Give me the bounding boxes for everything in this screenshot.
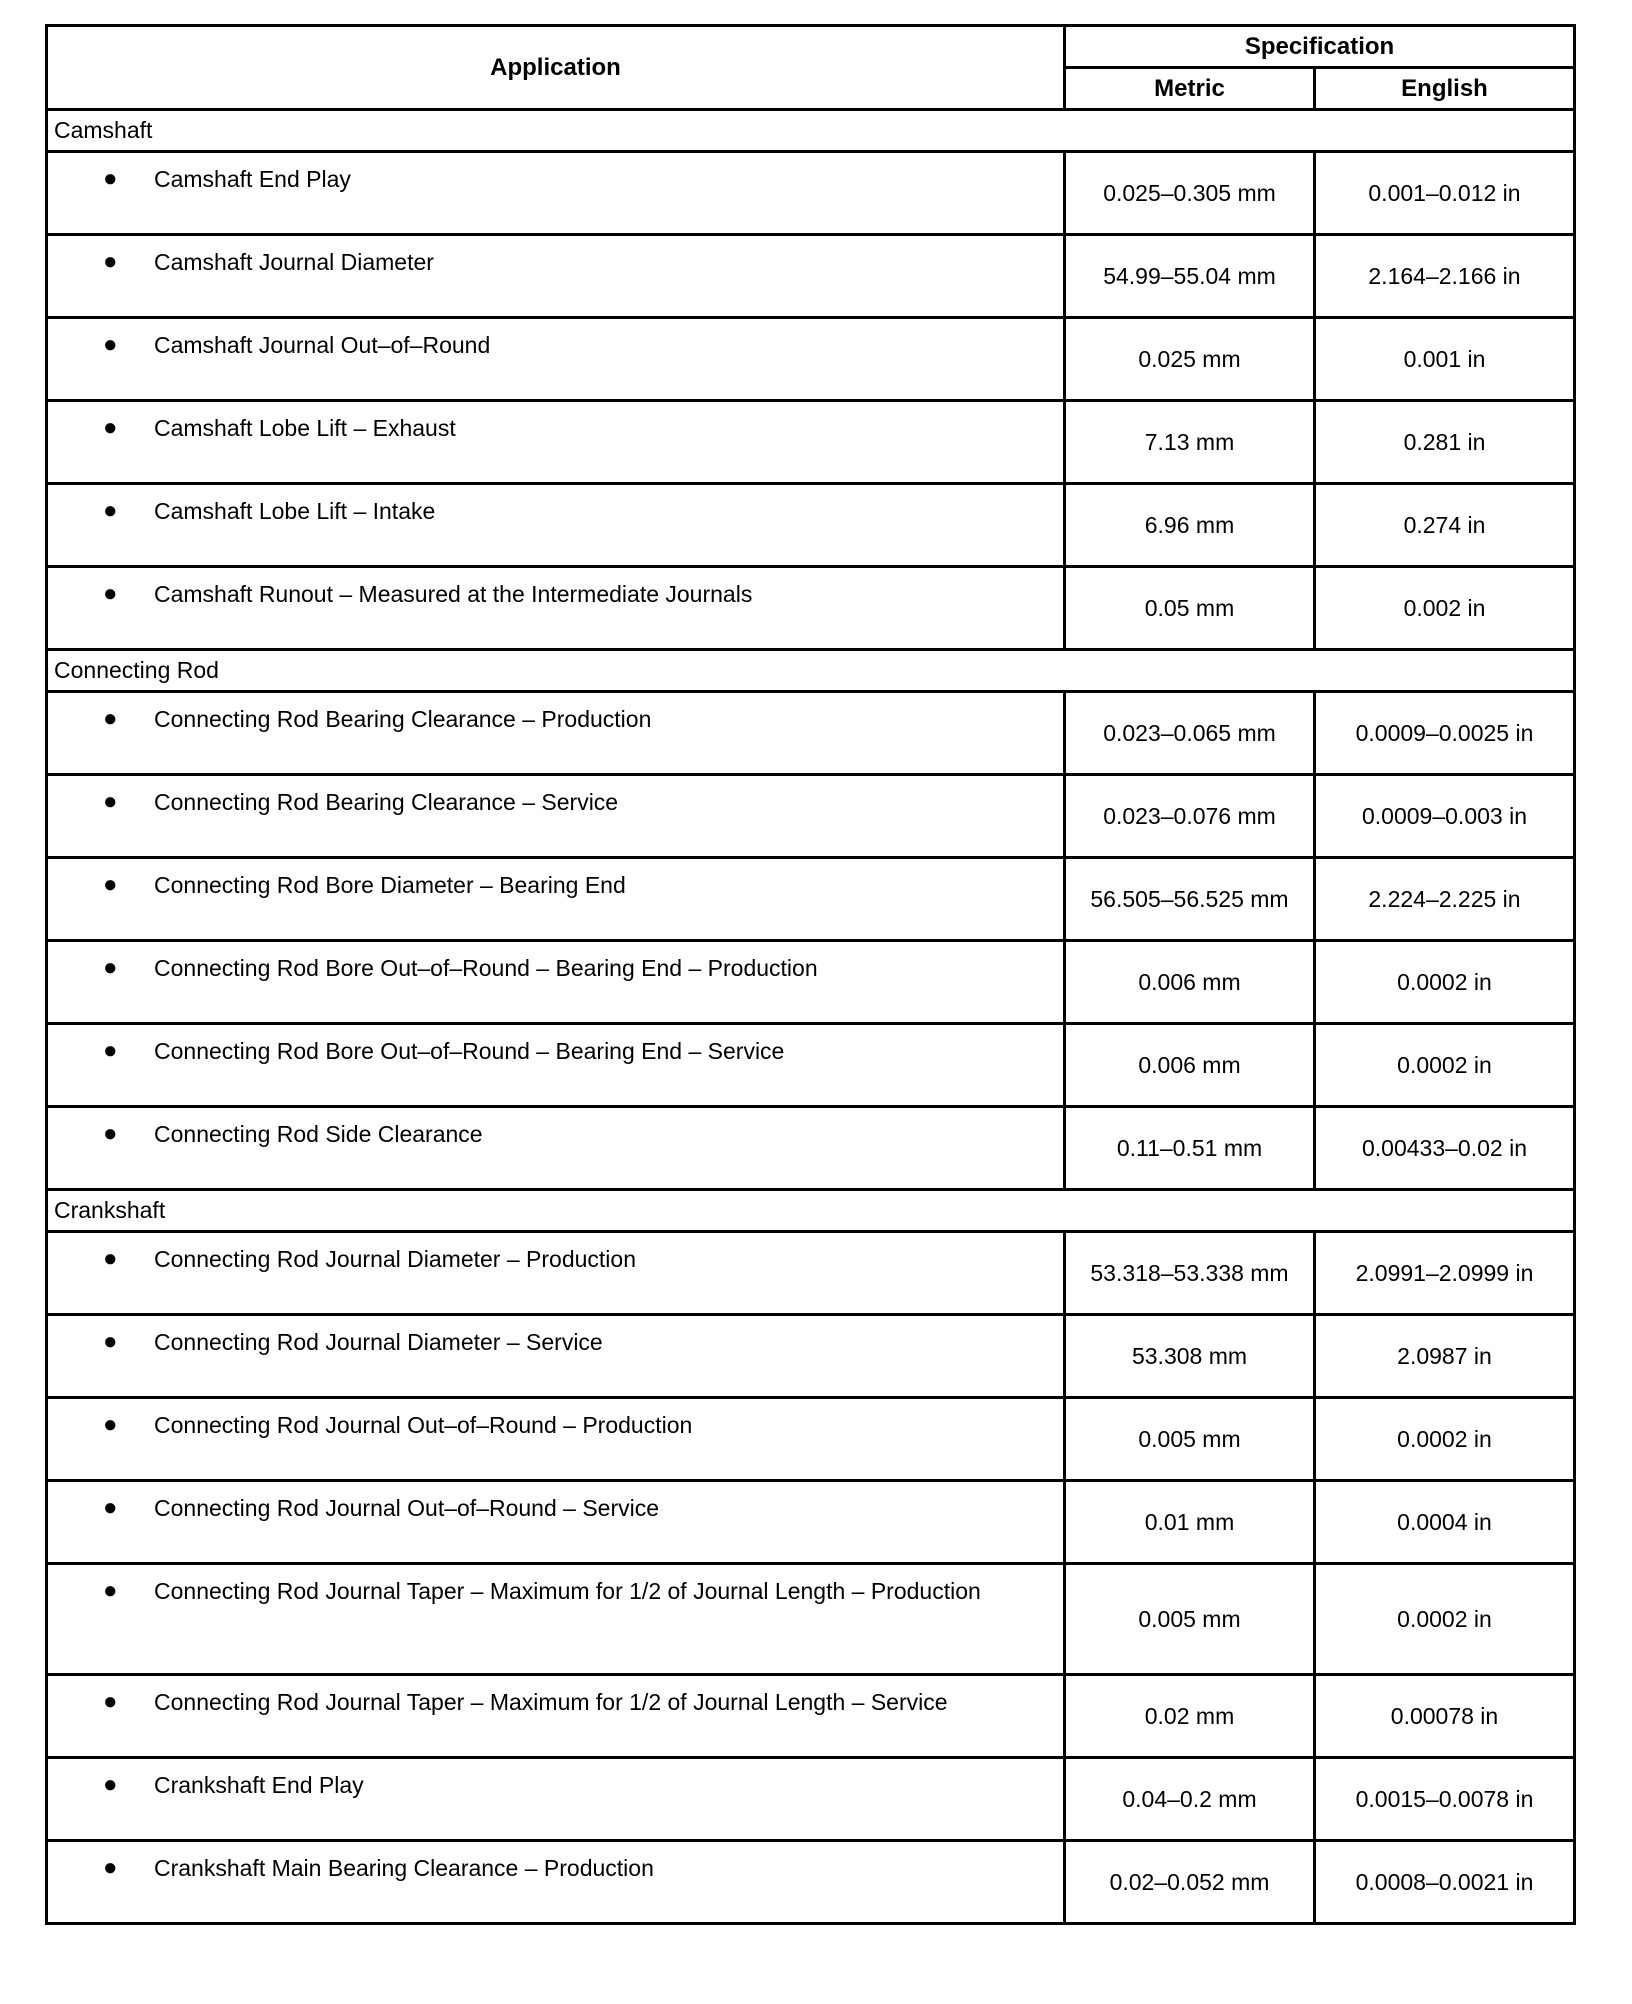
english-value: 2.0987 in (1315, 1315, 1575, 1398)
metric-value: 0.04–0.2 mm (1065, 1758, 1315, 1841)
application-cell (47, 152, 1065, 235)
metric-value: 0.025 mm (1065, 318, 1315, 401)
english-value: 2.0991–2.0999 in (1315, 1232, 1575, 1315)
bullet-icon: ● (103, 1411, 118, 1438)
application-label: Crankshaft Main Bearing Clearance – Production (154, 1855, 654, 1881)
application-cell (47, 484, 1065, 567)
table-row (47, 1315, 1575, 1398)
table-row (47, 401, 1575, 484)
metric-value: 0.005 mm (1065, 1564, 1315, 1675)
table-row (47, 152, 1575, 235)
table-row (47, 1841, 1575, 1924)
bullet-icon: ● (103, 1577, 118, 1604)
table-row (47, 1232, 1575, 1315)
english-value: 0.00433–0.02 in (1315, 1107, 1575, 1190)
table-row (47, 1564, 1575, 1675)
header-row (47, 26, 1575, 68)
application-cell (47, 775, 1065, 858)
application-cell (47, 1481, 1065, 1564)
metric-value: 53.318–53.338 mm (1065, 1232, 1315, 1315)
table-row (47, 941, 1575, 1024)
application-label: Camshaft Runout – Measured at the Intermediate Journals (154, 581, 753, 607)
application-label: Camshaft Lobe Lift – Exhaust (154, 415, 456, 441)
metric-value: 0.01 mm (1065, 1481, 1315, 1564)
application-label: Connecting Rod Journal Taper – Maximum for 1/2 of Journal Length – Service (154, 1689, 948, 1715)
table-row (47, 775, 1575, 858)
application-cell (47, 1024, 1065, 1107)
header-english: English (1315, 68, 1575, 110)
application-label: Camshaft Lobe Lift – Intake (154, 498, 436, 524)
application-cell (47, 1315, 1065, 1398)
application-cell (47, 941, 1065, 1024)
english-value: 0.0002 in (1315, 1024, 1575, 1107)
english-value: 0.0002 in (1315, 1398, 1575, 1481)
application-label: Connecting Rod Bore Diameter – Bearing End (154, 872, 626, 898)
application-label: Connecting Rod Journal Taper – Maximum for 1/2 of Journal Length – Production (154, 1578, 981, 1604)
metric-value: 0.005 mm (1065, 1398, 1315, 1481)
application-cell (47, 1232, 1065, 1315)
english-value: 0.001 in (1315, 318, 1575, 401)
metric-value: 0.05 mm (1065, 567, 1315, 650)
english-value: 0.274 in (1315, 484, 1575, 567)
application-label: Camshaft Journal Out–of–Round (154, 332, 491, 358)
metric-value: 56.505–56.525 mm (1065, 858, 1315, 941)
english-value: 0.001–0.012 in (1315, 152, 1575, 235)
application-cell (47, 1564, 1065, 1675)
table-row (47, 1024, 1575, 1107)
application-cell (47, 692, 1065, 775)
bullet-icon: ● (103, 1494, 118, 1521)
application-label: Connecting Rod Bearing Clearance – Service (154, 789, 619, 815)
application-label: Connecting Rod Bore Out–of–Round – Bearing End – Service (154, 1038, 785, 1064)
application-cell (47, 235, 1065, 318)
application-label: Connecting Rod Journal Diameter – Production (154, 1246, 636, 1272)
bullet-icon: ● (103, 1854, 118, 1881)
metric-value: 0.02 mm (1065, 1675, 1315, 1758)
bullet-icon: ● (103, 497, 118, 524)
application-label: Camshaft End Play (154, 166, 351, 192)
application-cell (47, 1675, 1065, 1758)
section-title: Camshaft (47, 110, 1575, 152)
header-metric: Metric (1065, 68, 1315, 110)
metric-value: 53.308 mm (1065, 1315, 1315, 1398)
table-row (47, 1481, 1575, 1564)
application-cell (47, 318, 1065, 401)
bullet-icon: ● (103, 788, 118, 815)
bullet-icon: ● (103, 1120, 118, 1147)
metric-value: 0.006 mm (1065, 941, 1315, 1024)
header-application: Application (47, 26, 1065, 110)
metric-value: 0.006 mm (1065, 1024, 1315, 1107)
metric-value: 0.02–0.052 mm (1065, 1841, 1315, 1924)
english-value: 0.002 in (1315, 567, 1575, 650)
application-cell (47, 1758, 1065, 1841)
table-row (47, 567, 1575, 650)
application-cell (47, 567, 1065, 650)
bullet-icon: ● (103, 1037, 118, 1064)
section-row-connecting-rod (47, 650, 1575, 692)
table-row (47, 1758, 1575, 1841)
application-cell (47, 858, 1065, 941)
bullet-icon: ● (103, 705, 118, 732)
english-value: 2.224–2.225 in (1315, 858, 1575, 941)
english-value: 0.0009–0.003 in (1315, 775, 1575, 858)
english-value: 0.0002 in (1315, 941, 1575, 1024)
english-value: 0.0009–0.0025 in (1315, 692, 1575, 775)
english-value: 0.0004 in (1315, 1481, 1575, 1564)
english-value: 0.0008–0.0021 in (1315, 1841, 1575, 1924)
specification-table (45, 24, 1576, 1925)
application-label: Connecting Rod Journal Out–of–Round – Service (154, 1495, 660, 1521)
application-label: Crankshaft End Play (154, 1772, 364, 1798)
table-row (47, 484, 1575, 567)
application-cell (47, 1107, 1065, 1190)
bullet-icon: ● (103, 580, 118, 607)
application-label: Connecting Rod Bore Out–of–Round – Bearing End – Production (154, 955, 818, 981)
application-label: Connecting Rod Journal Diameter – Service (154, 1329, 603, 1355)
bullet-icon: ● (103, 871, 118, 898)
bullet-icon: ● (103, 1245, 118, 1272)
metric-value: 6.96 mm (1065, 484, 1315, 567)
table-row (47, 1675, 1575, 1758)
application-label: Camshaft Journal Diameter (154, 249, 434, 275)
bullet-icon: ● (103, 165, 118, 192)
bullet-icon: ● (103, 1771, 118, 1798)
application-cell (47, 1841, 1065, 1924)
section-title: Crankshaft (47, 1190, 1575, 1232)
application-label: Connecting Rod Bearing Clearance – Production (154, 706, 652, 732)
english-value: 0.281 in (1315, 401, 1575, 484)
bullet-icon: ● (103, 414, 118, 441)
bullet-icon: ● (103, 1688, 118, 1715)
section-title: Connecting Rod (47, 650, 1575, 692)
bullet-icon: ● (103, 954, 118, 981)
section-row-crankshaft (47, 1190, 1575, 1232)
bullet-icon: ● (103, 248, 118, 275)
table-row (47, 692, 1575, 775)
metric-value: 54.99–55.04 mm (1065, 235, 1315, 318)
table-row (47, 1107, 1575, 1190)
application-label: Connecting Rod Side Clearance (154, 1121, 483, 1147)
header-specification: Specification (1065, 26, 1575, 68)
english-value: 0.0002 in (1315, 1564, 1575, 1675)
table-row (47, 235, 1575, 318)
metric-value: 0.023–0.065 mm (1065, 692, 1315, 775)
metric-value: 0.11–0.51 mm (1065, 1107, 1315, 1190)
application-cell (47, 1398, 1065, 1481)
section-row-camshaft (47, 110, 1575, 152)
application-label: Connecting Rod Journal Out–of–Round – Production (154, 1412, 693, 1438)
bullet-icon: ● (103, 331, 118, 358)
table-row (47, 858, 1575, 941)
bullet-icon: ● (103, 1328, 118, 1355)
metric-value: 0.023–0.076 mm (1065, 775, 1315, 858)
english-value: 0.0015–0.0078 in (1315, 1758, 1575, 1841)
english-value: 2.164–2.166 in (1315, 235, 1575, 318)
metric-value: 7.13 mm (1065, 401, 1315, 484)
table-row (47, 318, 1575, 401)
metric-value: 0.025–0.305 mm (1065, 152, 1315, 235)
application-cell (47, 401, 1065, 484)
table-row (47, 1398, 1575, 1481)
english-value: 0.00078 in (1315, 1675, 1575, 1758)
